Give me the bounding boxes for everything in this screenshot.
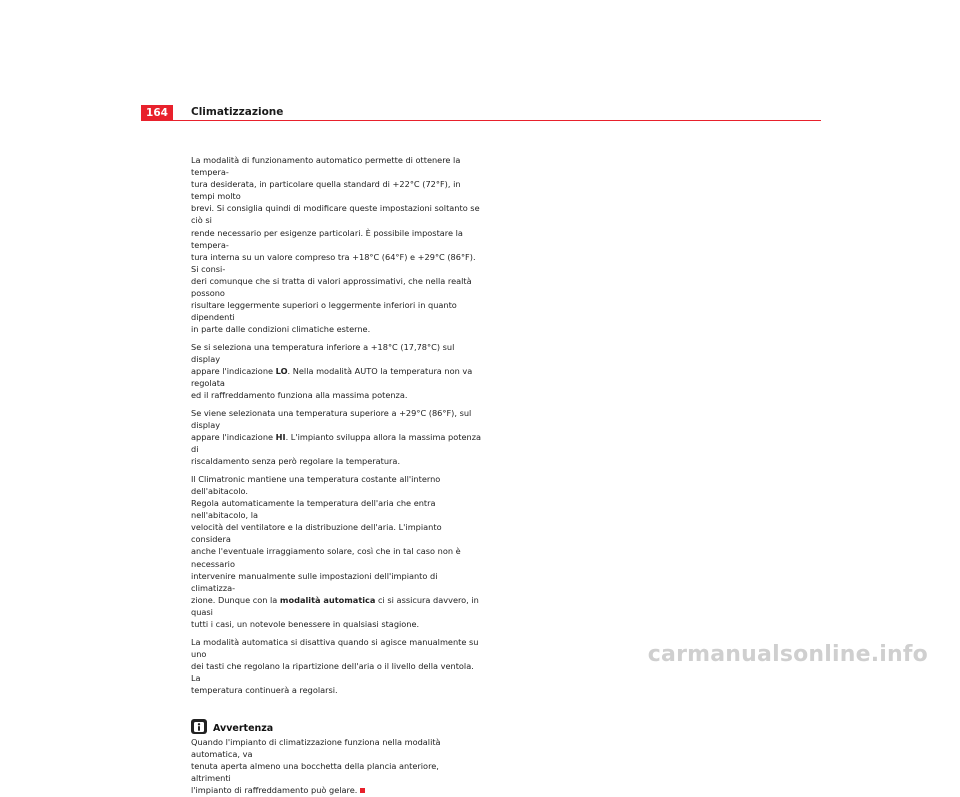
- note-text: Quando l'impianto di climatizzazione funziona nella modalità automatica, va tenuta aperta almeno una bocchetta della plancia anteriore, altrimenti l'impianto di raffreddamento può gelare.: [191, 737, 441, 796]
- main-content: [191, 154, 481, 797]
- paragraph-text: . L'impianto sviluppa allora la massima potenza di riscaldamento senza però regolare la temperatura.: [191, 432, 482, 467]
- note-box: [191, 716, 481, 796]
- page-number: 164: [141, 105, 173, 121]
- info-note-icon: [191, 719, 207, 734]
- paragraph-text: Se viene selezionata una temperatura superiore a +29°C (86°F), sul display appare l'indicazione: [191, 407, 472, 443]
- header-divider: [141, 120, 821, 121]
- section-end-mark: [360, 788, 365, 793]
- page-title: Climatizzazione: [191, 106, 284, 118]
- lo-indicator: LO: [275, 366, 288, 377]
- paragraph-text: ci si assicura davvero, in quasi tutti i casi, un notevole benessere in qualsiasi stagione.: [191, 594, 479, 629]
- paragraph-climatronic: [191, 473, 481, 630]
- note-body: [191, 736, 481, 796]
- paragraph-deactivation: [191, 636, 481, 696]
- note-title: Avvertenza: [213, 723, 274, 735]
- paragraph-hi: [191, 407, 481, 467]
- paragraph-text: La modalità di funzionamento automatico permette di ottenere la tempera- tura desiderata, in particolare quella standard di +22°C (72°F), in tempi molto brevi. Si consiglia quindi di modificare queste impostazioni soltanto se ciò si rende necessario per esigenze particolari. È possibile impostare la tempera- tura interna su un valore compreso tra +18°C (64°F) e +29°C (86°F). Si consi- deri comunque che si tratta di valori approssimativi, che nella realtà possono risultare leggermente superiori o leggermente inferiori in quanto dipendenti in parte dalle condizioni climatiche esterne.: [191, 155, 480, 335]
- paragraph-auto-mode: [191, 154, 481, 335]
- paragraph-text: Se si seleziona una temperatura inferiore a +18°C (17,78°C) sul display appare l'indicazione: [191, 341, 455, 377]
- paragraph-text: La modalità automatica si disattiva quando si agisce manualmente su uno dei tasti che regolano la ripartizione dell'aria o il livello della ventola. La temperatura continuerà a regolarsi.: [191, 636, 479, 695]
- watermark: carmanualsonline.info: [647, 642, 928, 667]
- paragraph-text: . Nella modalità AUTO la temperatura non va regolata ed il raffreddamento funziona alla massima potenza.: [191, 366, 473, 401]
- paragraph-text: Il Climatronic mantiene una temperatura costante all'interno dell'abitacolo. Regola automaticamente la temperatura dell'aria che entra nell'abitacolo, la velocità del ventilatore e la distribuzione dell'aria. L'impianto considera anche l'eventuale irraggiamento solare, così che in tal caso non è necessario intervenire manualmente sulle impostazioni dell'impianto di climatizza- zione. Dunque con la: [191, 473, 461, 605]
- automatic-mode-term: modalità automatica: [279, 594, 376, 605]
- note-header: [191, 716, 481, 734]
- hi-indicator: HI: [275, 432, 286, 443]
- paragraph-lo: [191, 341, 481, 401]
